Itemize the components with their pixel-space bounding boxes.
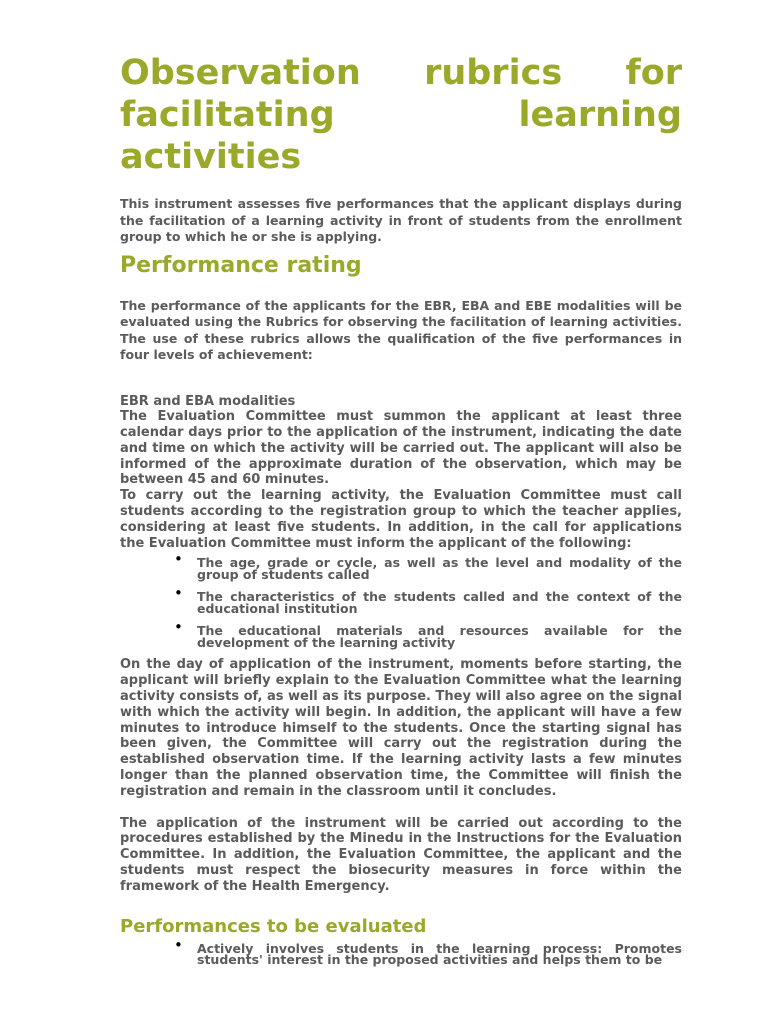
list-item <box>120 618 682 650</box>
list-item-text: The characteristics of the students called and the context of the educational institution <box>197 589 682 616</box>
bullet-icon: • <box>174 935 183 954</box>
list-item-text: Actively involves students in the learning process: Promotes students' interest in the proposed activities and helps them to be <box>197 940 682 968</box>
bullet-icon: • <box>174 584 183 603</box>
list-item-text: The age, grade or cycle, as well as the level and modality of the group of students called <box>197 555 682 582</box>
intro-paragraph: This instrument assesses five performances that the applicant displays during the facilitation of a learning activity in front of students from the enrollment group to which he or she is applying. <box>120 196 682 244</box>
list-item-text: The educational materials and resources available for the development of the learning activity <box>197 623 682 650</box>
summon-paragraph: The Evaluation Committee must summon the applicant at least three calendar days prior to the application of the instrument, indicating the date and time on which the activity will be carried out. The applicant will also be informed of the approximate duration of the observation, which may be between 45 and 60 minutes. <box>120 409 682 488</box>
performance-rating-heading: Performance rating <box>120 252 362 278</box>
list-item <box>120 584 682 616</box>
list-item <box>120 550 682 582</box>
bullet-icon: • <box>174 550 183 569</box>
list-item <box>120 935 682 968</box>
document-page <box>120 52 682 966</box>
bullet-icon: • <box>174 618 183 637</box>
title-line-2: facilitating learning <box>120 95 682 135</box>
performance-rating-paragraph: The performance of the applicants for the EBR, EBA and EBE modalities will be evaluated using the Rubrics for observing the facilitation of learning activities. The use of these rubrics allows the qualification of the five performances in four levels of achievement: <box>120 297 682 362</box>
performances-list <box>120 935 682 968</box>
document-title <box>120 52 682 178</box>
call-students-paragraph: To carry out the learning activity, the Evaluation Committee must call students according to the registration group to which the teacher applies, considering at least five students. In addition, in the call for applications the Evaluation Committee must inform the applicant of the following: <box>120 488 682 551</box>
title-line-1: Observation rubrics for <box>120 53 682 93</box>
performances-heading: Performances to be evaluated <box>120 915 427 937</box>
ebr-eba-subheading: EBR and EBA modalities <box>120 393 296 409</box>
inform-list <box>120 550 682 650</box>
day-of-application-paragraph: On the day of application of the instrument, moments before starting, the applicant will briefly explain to the Evaluation Committee what the learning activity consists of, as well as its purpose. They will also agree on the signal with which the activity will begin. In addition, the applicant will have a few minutes to introduce himself to the students. Once the starting signal has been given, the Committee will carry out the registration during the established observation time. If the learning activity lasts a few minutes longer than the planned observation time, the Committee will finish the registration and remain in the classroom until it concludes. <box>120 657 682 799</box>
minedu-paragraph: The application of the instrument will be carried out according to the procedures established by the Minedu in the Instructions for the Evaluation Committee. In addition, the Evaluation Committee, the applicant and the students must respect the biosecurity measures in force within the framework of the Health Emergency. <box>120 815 682 894</box>
title-line-3: activities <box>120 137 302 177</box>
